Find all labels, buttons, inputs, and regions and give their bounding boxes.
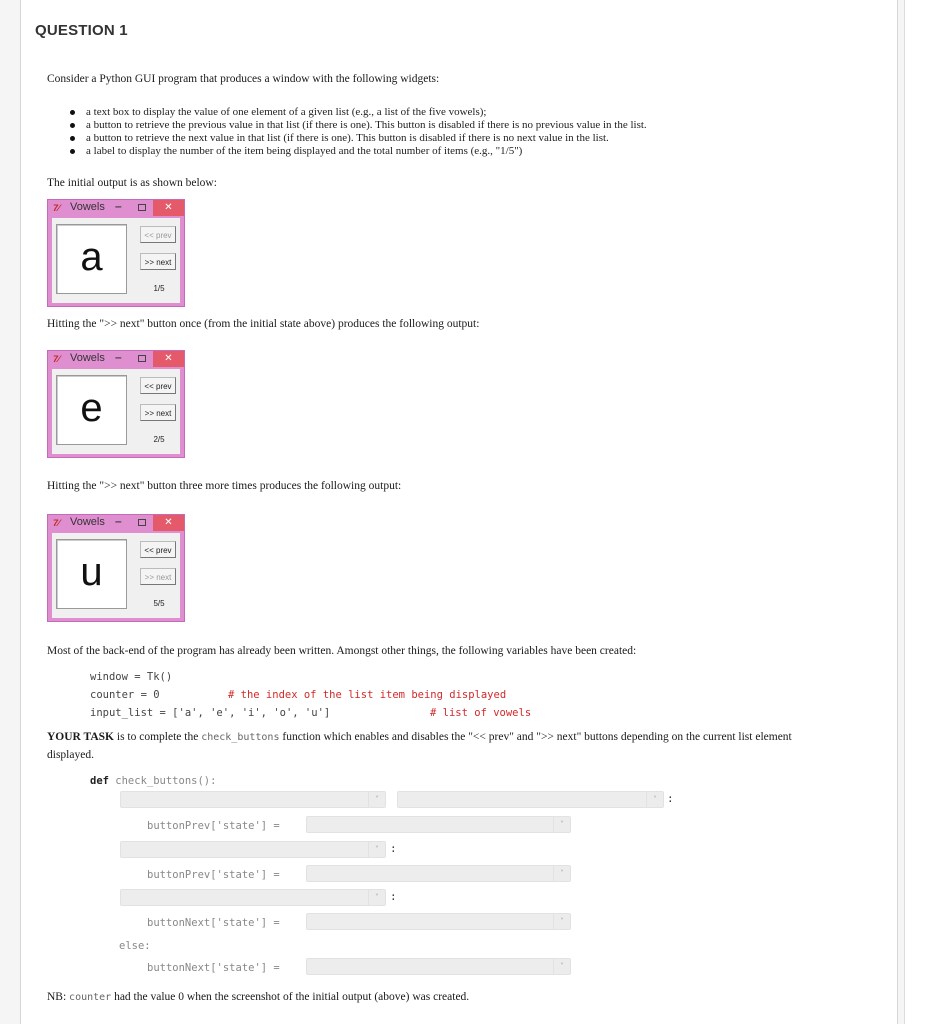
prev-button: << prev <box>140 541 176 558</box>
answer-dropdown-5[interactable] <box>306 865 571 882</box>
task-text-cont: displayed. <box>47 749 94 761</box>
task-function-name: check_buttons <box>201 732 280 743</box>
window-titlebar <box>48 200 184 217</box>
code-list-comment: # list of vowels <box>430 707 532 719</box>
code-prev-state-2: buttonPrev['state'] = <box>147 869 280 881</box>
colon-label: : <box>390 842 397 855</box>
answer-dropdown-2[interactable] <box>397 791 664 808</box>
code-window-line: window = Tk() <box>90 671 173 683</box>
task-text-a: is to complete the <box>114 731 202 743</box>
vowel-textbox: a <box>56 224 127 294</box>
chevron-down-icon: ˅ <box>368 842 385 857</box>
maximize-icon <box>138 519 146 526</box>
list-item: a button to retrieve the next value in that list (if there is one). This button is disabled if there is no next value in the list. <box>70 132 647 145</box>
vowels-window-last <box>47 514 185 622</box>
minimize-icon: – <box>115 514 122 528</box>
hit-once-text: Hitting the ">> next" button once (from the initial state above) produces the following output: <box>47 318 480 330</box>
minimize-icon: – <box>115 350 122 364</box>
maximize-icon <box>138 355 146 362</box>
tk-icon: 7⁄ <box>53 203 60 213</box>
vowel-textbox: u <box>56 539 127 609</box>
tk-icon: 7⁄ <box>53 354 60 364</box>
code-prev-state-1: buttonPrev['state'] = <box>147 820 280 832</box>
prev-button: << prev <box>140 377 176 394</box>
close-icon: ✕ <box>153 515 184 531</box>
colon-label: : <box>390 890 397 903</box>
window-title: Vowels <box>70 516 105 528</box>
list-item: a label to display the number of the item being displayed and the total number of items (e.g., "1/5") <box>70 145 647 158</box>
code-else-line: else: <box>119 940 151 952</box>
code-next-state-2: buttonNext['state'] = <box>147 962 280 974</box>
answer-dropdown-8[interactable] <box>306 958 571 975</box>
minimize-icon: – <box>115 199 122 213</box>
vowels-window-second <box>47 350 185 458</box>
answer-dropdown-7[interactable] <box>306 913 571 930</box>
code-counter-line: counter = 0 <box>90 689 160 701</box>
maximize-icon <box>138 204 146 211</box>
code-next-state-1: buttonNext['state'] = <box>147 917 280 929</box>
vowel-textbox: e <box>56 375 127 445</box>
close-icon: ✕ <box>153 351 184 367</box>
question-title: QUESTION 1 <box>35 22 128 39</box>
answer-dropdown-4[interactable] <box>120 841 386 858</box>
vowels-window-initial <box>47 199 185 307</box>
window-title: Vowels <box>70 201 105 213</box>
right-panel <box>904 0 931 1024</box>
code-def-line <box>90 775 216 787</box>
chevron-down-icon: ˅ <box>646 792 663 807</box>
answer-dropdown-6[interactable] <box>120 889 386 906</box>
chevron-down-icon: ˅ <box>553 914 570 929</box>
window-client <box>52 533 180 618</box>
nb-variable: counter <box>69 992 112 1003</box>
item-count-label: 1/5 <box>153 284 165 293</box>
chevron-down-icon: ˅ <box>553 959 570 974</box>
close-icon: ✕ <box>153 200 184 216</box>
window-title: Vowels <box>70 352 105 364</box>
next-button: >> next <box>140 253 176 270</box>
initial-output-text: The initial output is as shown below: <box>47 177 217 189</box>
chevron-down-icon: ˅ <box>368 792 385 807</box>
nb-text <box>47 991 469 1003</box>
window-client <box>52 369 180 454</box>
answer-dropdown-1[interactable] <box>120 791 386 808</box>
tk-icon: 7⁄ <box>53 518 60 528</box>
list-item: a text box to display the value of one element of a given list (e.g., a list of the five vowels); <box>70 106 647 119</box>
chevron-down-icon: ˅ <box>368 890 385 905</box>
task-heading: YOUR TASK <box>47 731 114 743</box>
task-text <box>47 731 792 743</box>
intro-text: Consider a Python GUI program that produces a window with the following widgets: <box>47 73 440 85</box>
item-count-label: 2/5 <box>153 435 165 444</box>
next-button: >> next <box>140 404 176 421</box>
list-item: a button to retrieve the previous value in that list (if there is one). This button is disabled if there is no previous value in the list. <box>70 119 647 132</box>
nb-text-rest: had the value 0 when the screenshot of the initial output (above) was created. <box>111 991 470 1003</box>
window-titlebar <box>48 515 184 532</box>
colon-label: : <box>667 792 674 805</box>
code-list-line: input_list = ['a', 'e', 'i', 'o', 'u'] <box>90 707 331 719</box>
def-keyword: def <box>90 775 109 787</box>
window-titlebar <box>48 351 184 368</box>
chevron-down-icon: ˅ <box>553 817 570 832</box>
item-count-label: 5/5 <box>153 599 165 608</box>
window-client <box>52 218 180 303</box>
chevron-down-icon: ˅ <box>553 866 570 881</box>
answer-dropdown-3[interactable] <box>306 816 571 833</box>
prev-button: << prev <box>140 226 176 243</box>
hit-three-text: Hitting the ">> next" button three more times produces the following output: <box>47 480 402 492</box>
next-button: >> next <box>140 568 176 585</box>
code-counter-comment: # the index of the list item being displayed <box>228 689 507 701</box>
widget-list <box>70 106 647 158</box>
task-text-b: function which enables and disables the "<< prev" and ">> next" buttons depending on the current list element <box>279 731 792 743</box>
backend-text: Most of the back-end of the program has already been written. Amongst other things, the following variables have been created: <box>47 645 637 657</box>
nb-prefix: NB: <box>47 991 70 1003</box>
def-function-name: check_buttons(): <box>108 775 217 787</box>
